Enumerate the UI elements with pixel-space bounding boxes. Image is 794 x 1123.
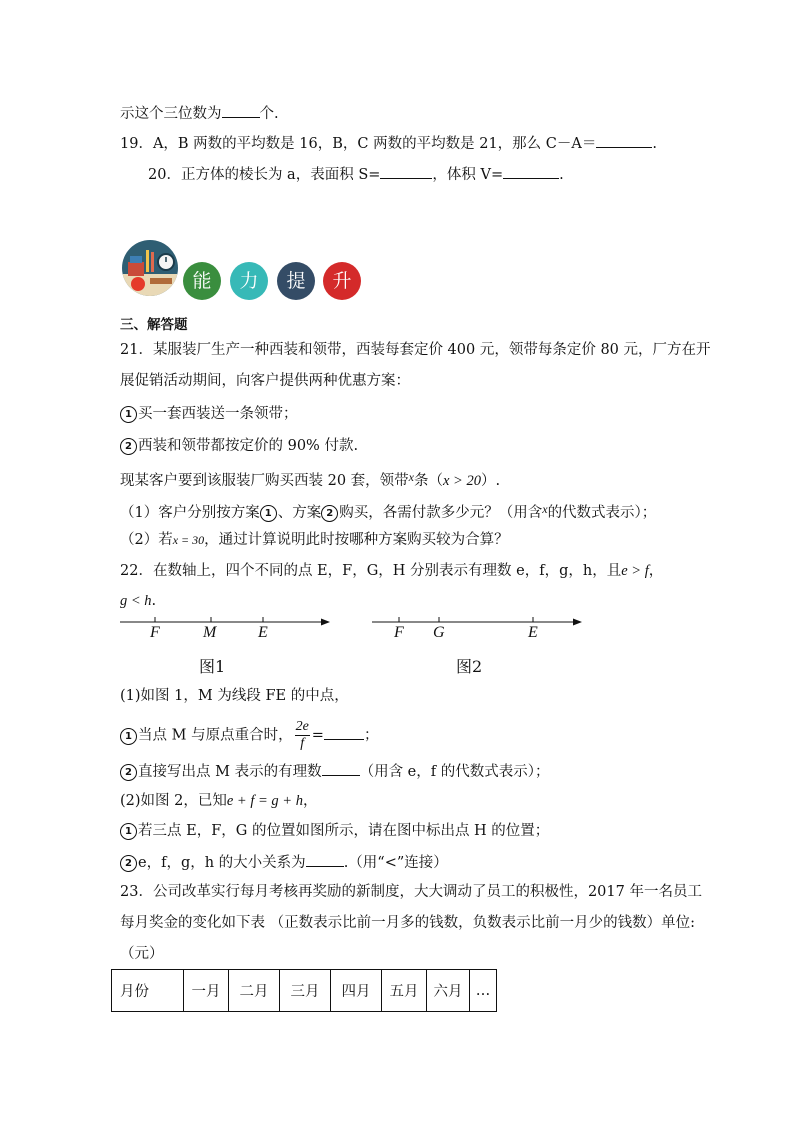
answer-blank[interactable] xyxy=(380,164,432,179)
banner-illustration-icon xyxy=(122,240,178,296)
circled-number-2-icon: 2 xyxy=(120,764,137,781)
q22-part1: (1)如图 1，M 为线段 FE 的中点， xyxy=(120,688,349,704)
table-cell: 一月 xyxy=(184,970,229,1012)
table-cell: 五月 xyxy=(382,970,427,1012)
answer-blank[interactable] xyxy=(324,725,364,740)
answer-blank[interactable] xyxy=(222,103,260,118)
q21-line5: 现某客户要到该服装厂购买西装 20 套，领带$^x$条（x > 20）. xyxy=(120,470,501,489)
q22-line1: 22．在数轴上，四个不同的点 E，F，G，H 分别表示有理数 e，f，g，h，且e > f， xyxy=(120,563,664,579)
table-cell: 月份 xyxy=(112,970,184,1012)
q22-part2a: 1 若三点 E，F，G 的位置如图所示，请在图中标出点 H 的位置； xyxy=(120,821,549,841)
q21-part2: （2）若x = 30，通过计算说明此时按哪种方案购买较为合算？ xyxy=(120,532,509,548)
fig1-label-m: M xyxy=(203,624,217,641)
fig2-label-f: F xyxy=(394,624,404,641)
q21-line2: 展促销活动期间，向客户提供两种优惠方案： xyxy=(120,373,410,389)
banner-badge-1: 能 xyxy=(183,262,221,300)
circled-number-1-icon: 1 xyxy=(120,823,137,840)
fig2-caption: 图2 xyxy=(456,657,483,676)
q21-line1: 21．某服装厂生产一种西装和领带，西装每套定价 400 元，领带每条定价 80 元，厂方在开 xyxy=(120,342,711,358)
banner-badge-4: 升 xyxy=(323,262,361,300)
table-row xyxy=(112,970,497,1012)
table-cell: 四月 xyxy=(331,970,382,1012)
table-cell: … xyxy=(470,970,497,1012)
question-19: 19．A，B 两数的平均数是 16，B，C 两数的平均数是 21，那么 C－A＝ . xyxy=(120,133,657,154)
answer-blank[interactable] xyxy=(306,852,344,867)
banner-badge-3: 提 xyxy=(277,262,315,300)
fig1-label-e: E xyxy=(258,624,268,641)
fraction: $\frac{2e}{f}$ xyxy=(295,719,309,751)
banner-badge-2: 力 xyxy=(230,262,268,300)
fig2-label-e: E xyxy=(528,624,538,641)
circled-number-1-icon: 1 xyxy=(260,505,277,522)
q23-line3: （元） xyxy=(120,946,164,962)
q22-part2: (2)如图 2，已知e + f = g + h， xyxy=(120,793,318,809)
table-cell: 六月 xyxy=(427,970,470,1012)
q22-part2b: 2 e，f，g，h 的大小关系为 .（用“<”连接） xyxy=(120,852,448,873)
circled-number-1-icon: 1 xyxy=(120,406,137,423)
q22-line2: g < h. xyxy=(120,593,157,609)
q21-option2: 2 西装和领带都按定价的 90% 付款. xyxy=(120,436,358,456)
q23-line2: 每月奖金的变化如下表 （正数表示比前一月多的钱数，负数表示比前一月少的钱数）单位: xyxy=(120,915,695,931)
q22-part1a: 1 当点 M 与原点重合时， $\frac{2e}{f}$ = ； xyxy=(120,719,378,752)
circled-number-1-icon: 1 xyxy=(120,728,137,745)
fig1-label-f: F xyxy=(150,624,160,641)
q23-line1: 23．公司改革实行每月考核再奖励的新制度，大大调动了员工的积极性，2017 年一名员工 xyxy=(120,884,702,900)
answer-blank[interactable] xyxy=(503,164,559,179)
bonus-table xyxy=(111,969,497,1012)
q18-tail: 示这个三位数为 个. xyxy=(120,103,279,124)
answer-blank[interactable] xyxy=(322,761,360,776)
section-title: 三、解答题 xyxy=(120,317,188,333)
table-cell: 二月 xyxy=(229,970,280,1012)
circled-number-2-icon: 2 xyxy=(321,505,338,522)
circled-number-2-icon: 2 xyxy=(120,438,137,455)
q22-part1b: 2 直接写出点 M 表示的有理数 （用含 e，f 的代数式表示）； xyxy=(120,761,550,782)
q21-part1: （1）客户分别按方案 1 、方案 2 购买，各需付款多少元？（用含$^x$的代数式表示）； xyxy=(120,502,657,521)
table-cell: 三月 xyxy=(280,970,331,1012)
answer-blank[interactable] xyxy=(596,133,652,148)
question-20: 20．正方体的棱长为 a，表面积 S= ，体积 V= . xyxy=(148,164,564,185)
fig1-caption: 图1 xyxy=(199,657,226,676)
circled-number-2-icon: 2 xyxy=(120,855,137,872)
fig2-label-g: G xyxy=(433,624,445,641)
q21-option1: 1 买一套西装送一条领带； xyxy=(120,404,298,424)
